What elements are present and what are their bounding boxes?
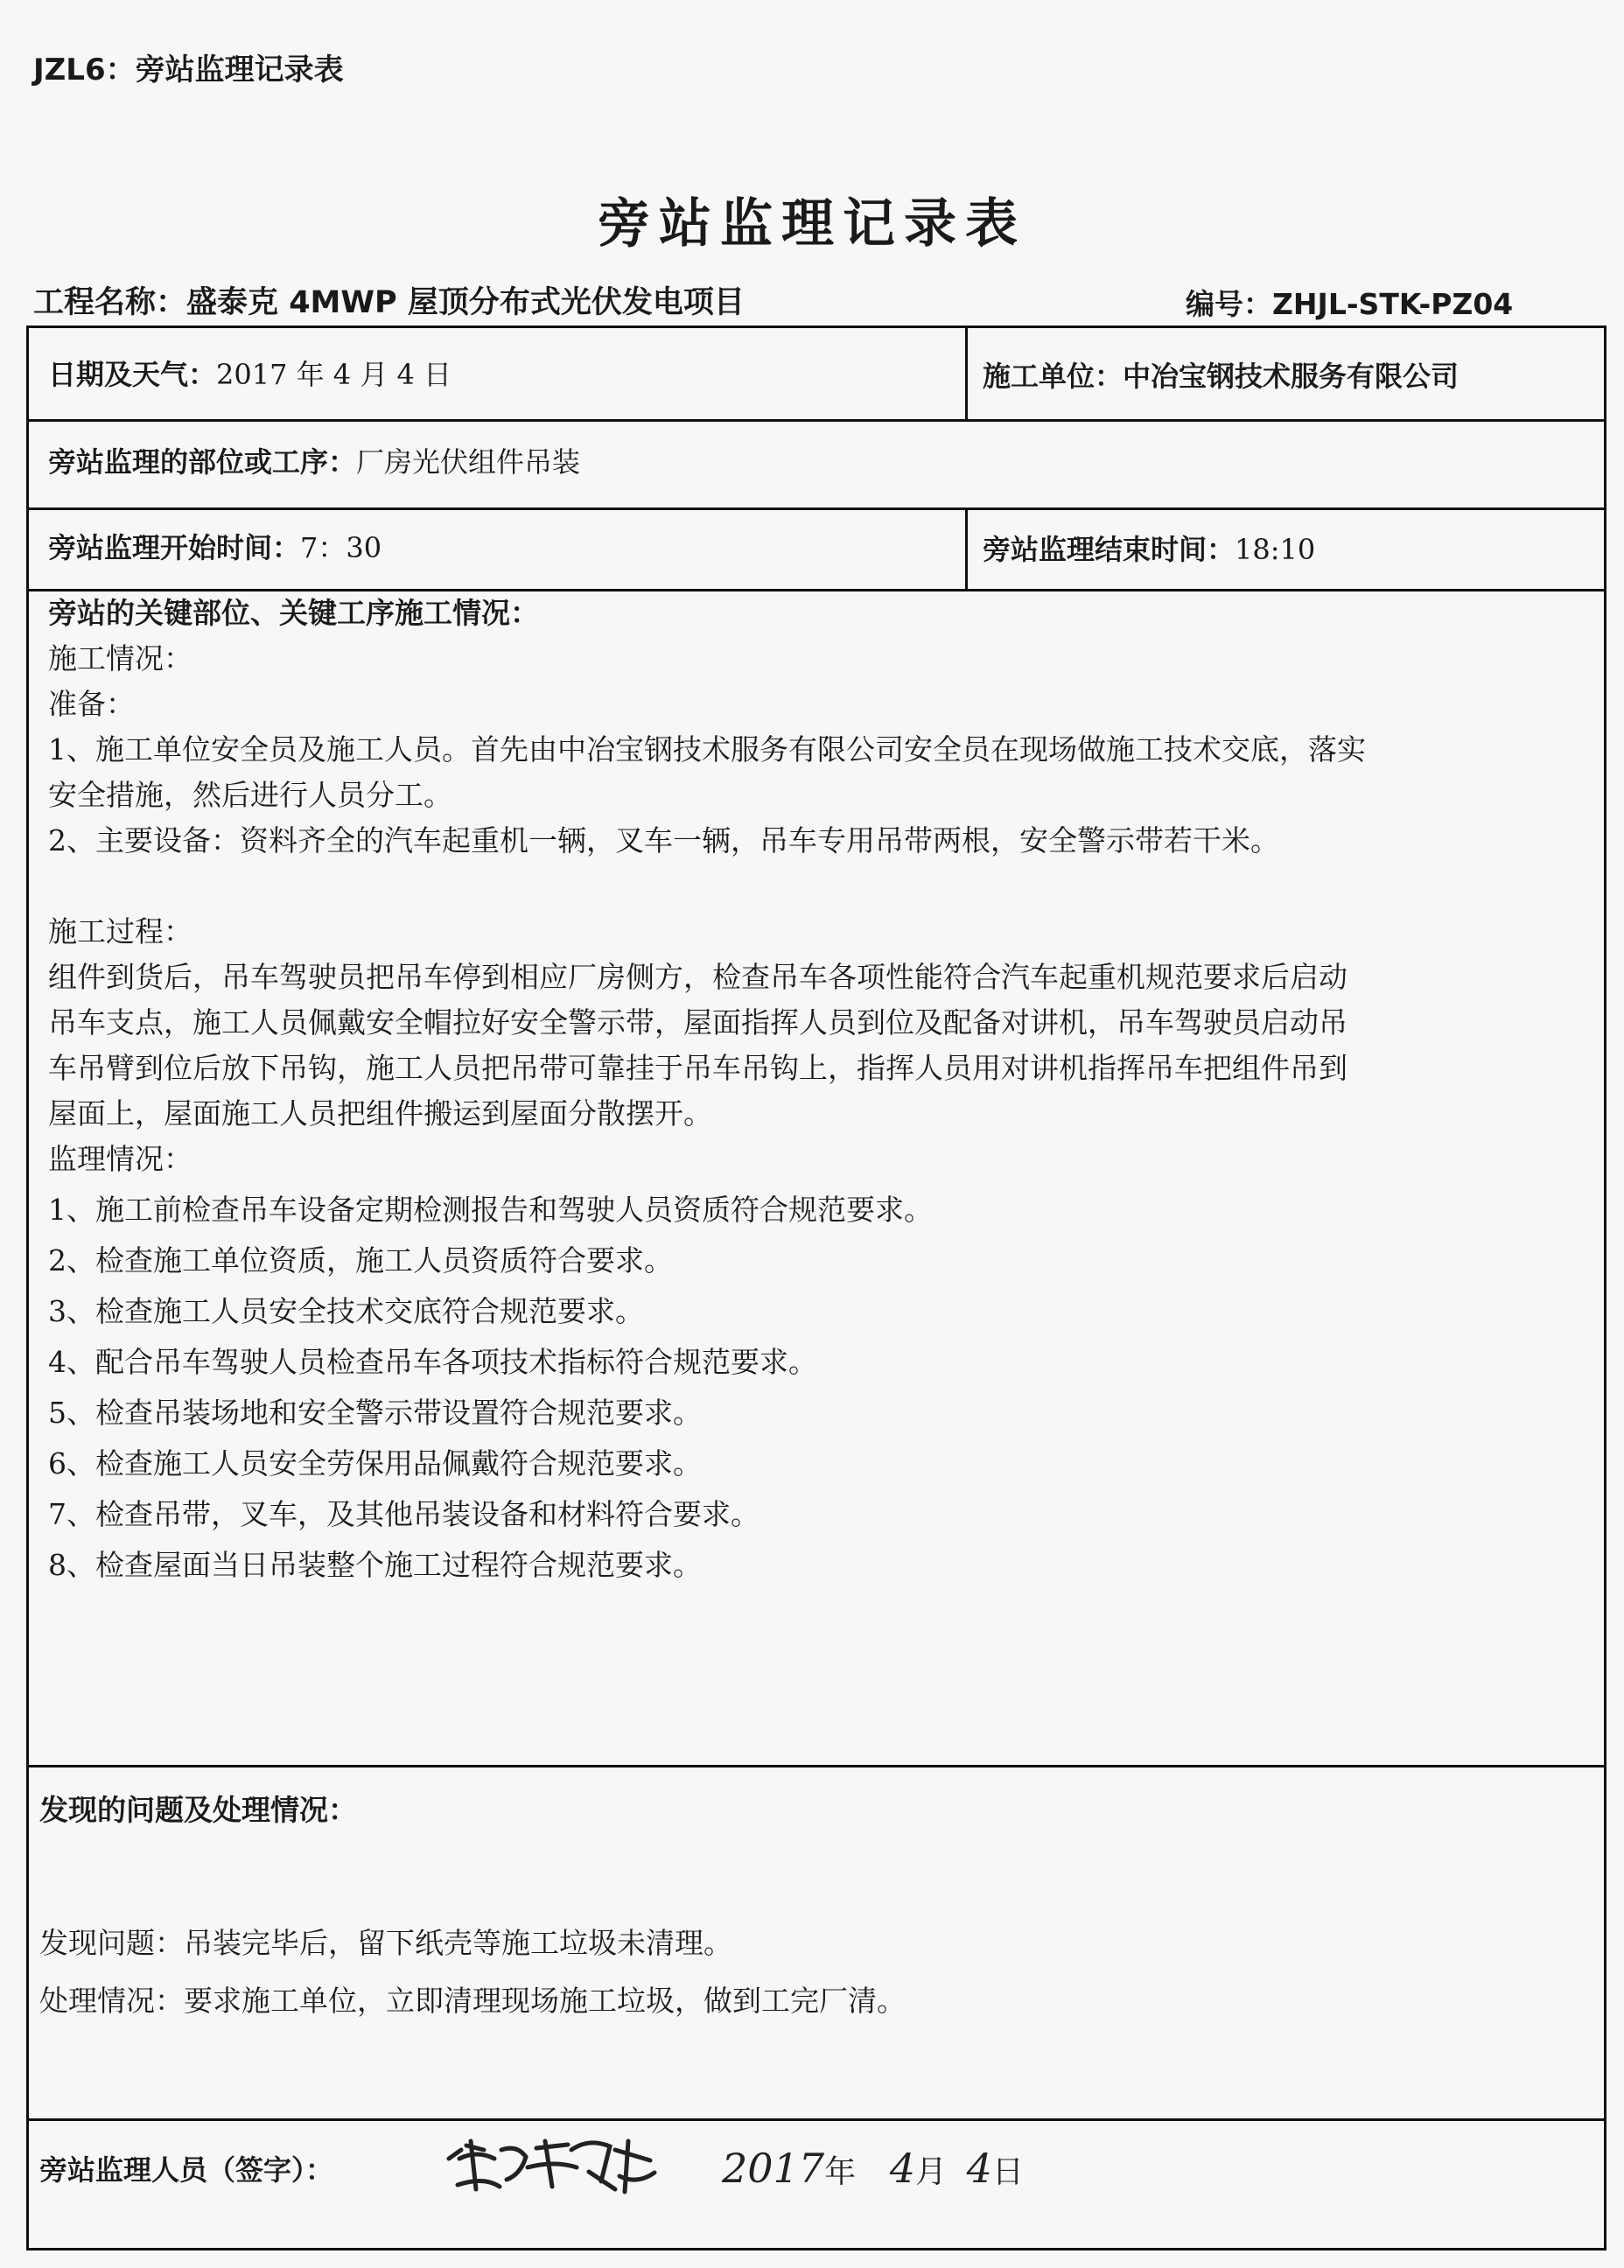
key-section: [48, 591, 1588, 1588]
issues-section: [39, 1788, 1579, 2024]
process-line: 组件到货后，吊车驾驶员把吊车停到相应厂房侧方，检查吊车各项性能符合汽车起重机规范要求后启动: [48, 960, 1348, 994]
prep-item: 安全措施，然后进行人员分工。: [48, 778, 452, 812]
construction-heading: 施工情况：: [48, 641, 192, 676]
spacer: [48, 864, 1588, 909]
prep-item: 1、施工单位安全员及施工人员。首先由中冶宝钢技术服务有限公司安全员在现场做施工技术交底，落实: [48, 732, 1366, 766]
end-time-value: 18:10: [1235, 533, 1316, 566]
location-value: 厂房光伏组件吊装: [356, 445, 581, 479]
prep-heading: 准备：: [48, 687, 135, 721]
signature-date: [722, 2145, 1024, 2192]
row-divider: [29, 2118, 1604, 2121]
location-label: 旁站监理的部位或工序：: [48, 445, 357, 479]
record-table: [26, 326, 1606, 2250]
doc-no-label: 编号：: [1186, 287, 1272, 321]
date-weather-label: 日期及天气：: [48, 358, 217, 391]
signature-label: [39, 2148, 333, 2188]
supervision-item: 2、检查施工单位资质，施工人员资质符合要求。: [48, 1243, 673, 1278]
start-time-value: 7：30: [300, 531, 382, 564]
date-weather-field: [48, 353, 452, 393]
column-divider: [965, 508, 968, 589]
contractor-field: [983, 354, 1459, 395]
process-line: 车吊臂到位后放下吊钩，施工人员把吊带可靠挂于吊车吊钩上，指挥人员用对讲机指挥吊车把组件吊到: [48, 1051, 1348, 1085]
supervision-item: 1、施工前检查吊车设备定期检测报告和驾驶人员资质符合规范要求。: [48, 1193, 933, 1227]
date-weather-value: 2017 年 4 月 4 日: [216, 358, 452, 391]
prep-item: 2、主要设备：资料齐全的汽车起重机一辆，叉车一辆，吊车专用吊带两根，安全警示带若干米。: [48, 823, 1279, 858]
form-code: JZL6：旁站监理记录表: [33, 52, 344, 88]
process-line: 屋面上，屋面施工人员把组件搬运到屋面分散摆开。: [48, 1096, 712, 1130]
project-name: [33, 278, 745, 322]
location-field: [48, 440, 580, 480]
issue-problem: 发现问题：吊装完毕后，留下纸壳等施工垃圾未清理。: [39, 1926, 732, 1960]
contractor-label: 施工单位：: [983, 360, 1124, 393]
contractor-value: 中冶宝钢技术服务有限公司: [1123, 360, 1460, 393]
issue-handling: 处理情况：要求施工单位，立即清理现场施工垃圾，做到工完厂清。: [39, 1984, 906, 2018]
supervision-item: 8、检查屋面当日吊装整个施工过程符合规范要求。: [48, 1548, 702, 1582]
supervision-item: 4、配合吊车驾驶人员检查吊车各项技术指标符合规范要求。: [48, 1345, 817, 1379]
sig-month: 4: [889, 2145, 915, 2192]
sig-month-char: 月: [915, 2154, 948, 2190]
spacer: [39, 1833, 1579, 1921]
supervision-item: 6、检查施工人员安全劳保用品佩戴符合规范要求。: [48, 1446, 702, 1480]
start-time-field: [48, 526, 382, 566]
signature-label-text: 旁站监理人员（签字）：: [39, 2153, 334, 2187]
column-divider: [965, 328, 968, 419]
page-title: 旁站监理记录表: [598, 193, 1026, 255]
issues-heading: 发现的问题及处理情况：: [39, 1793, 357, 1827]
sig-year-char: 年: [824, 2154, 857, 2190]
sig-year: 2017: [722, 2145, 825, 2192]
supervision-item: 5、检查吊装场地和安全警示带设置符合规范要求。: [48, 1396, 702, 1430]
end-time-field: [983, 528, 1315, 568]
process-heading: 施工过程：: [48, 914, 192, 948]
sig-day: 4: [966, 2145, 992, 2192]
key-section-heading: 旁站的关键部位、关键工序施工情况：: [48, 596, 539, 630]
supervision-heading: 监理情况：: [48, 1142, 192, 1176]
project-label: 工程名称：: [33, 285, 187, 320]
process-line: 吊车支点，施工人员佩戴安全帽拉好安全警示带，屋面指挥人员到位及配备对讲机，吊车驾驶员启动吊: [48, 1005, 1348, 1040]
row-divider: [29, 419, 1604, 422]
row-divider: [29, 1765, 1604, 1768]
doc-no-value: ZHJL-STK-PZ04: [1272, 287, 1514, 321]
row-divider: [29, 508, 1604, 510]
start-time-label: 旁站监理开始时间：: [48, 531, 301, 564]
supervision-item: 7、检查吊带，叉车，及其他吊装设备和材料符合要求。: [48, 1497, 760, 1531]
supervision-item: 3、检查施工人员安全技术交底符合规范要求。: [48, 1294, 644, 1328]
end-time-label: 旁站监理结束时间：: [983, 533, 1236, 566]
handwritten-signature: [440, 2124, 685, 2220]
sig-day-char: 日: [991, 2154, 1024, 2190]
project-value: 盛泰克 4MWP 屋顶分布式光伏发电项目: [186, 285, 745, 320]
document-number: [1186, 282, 1513, 323]
